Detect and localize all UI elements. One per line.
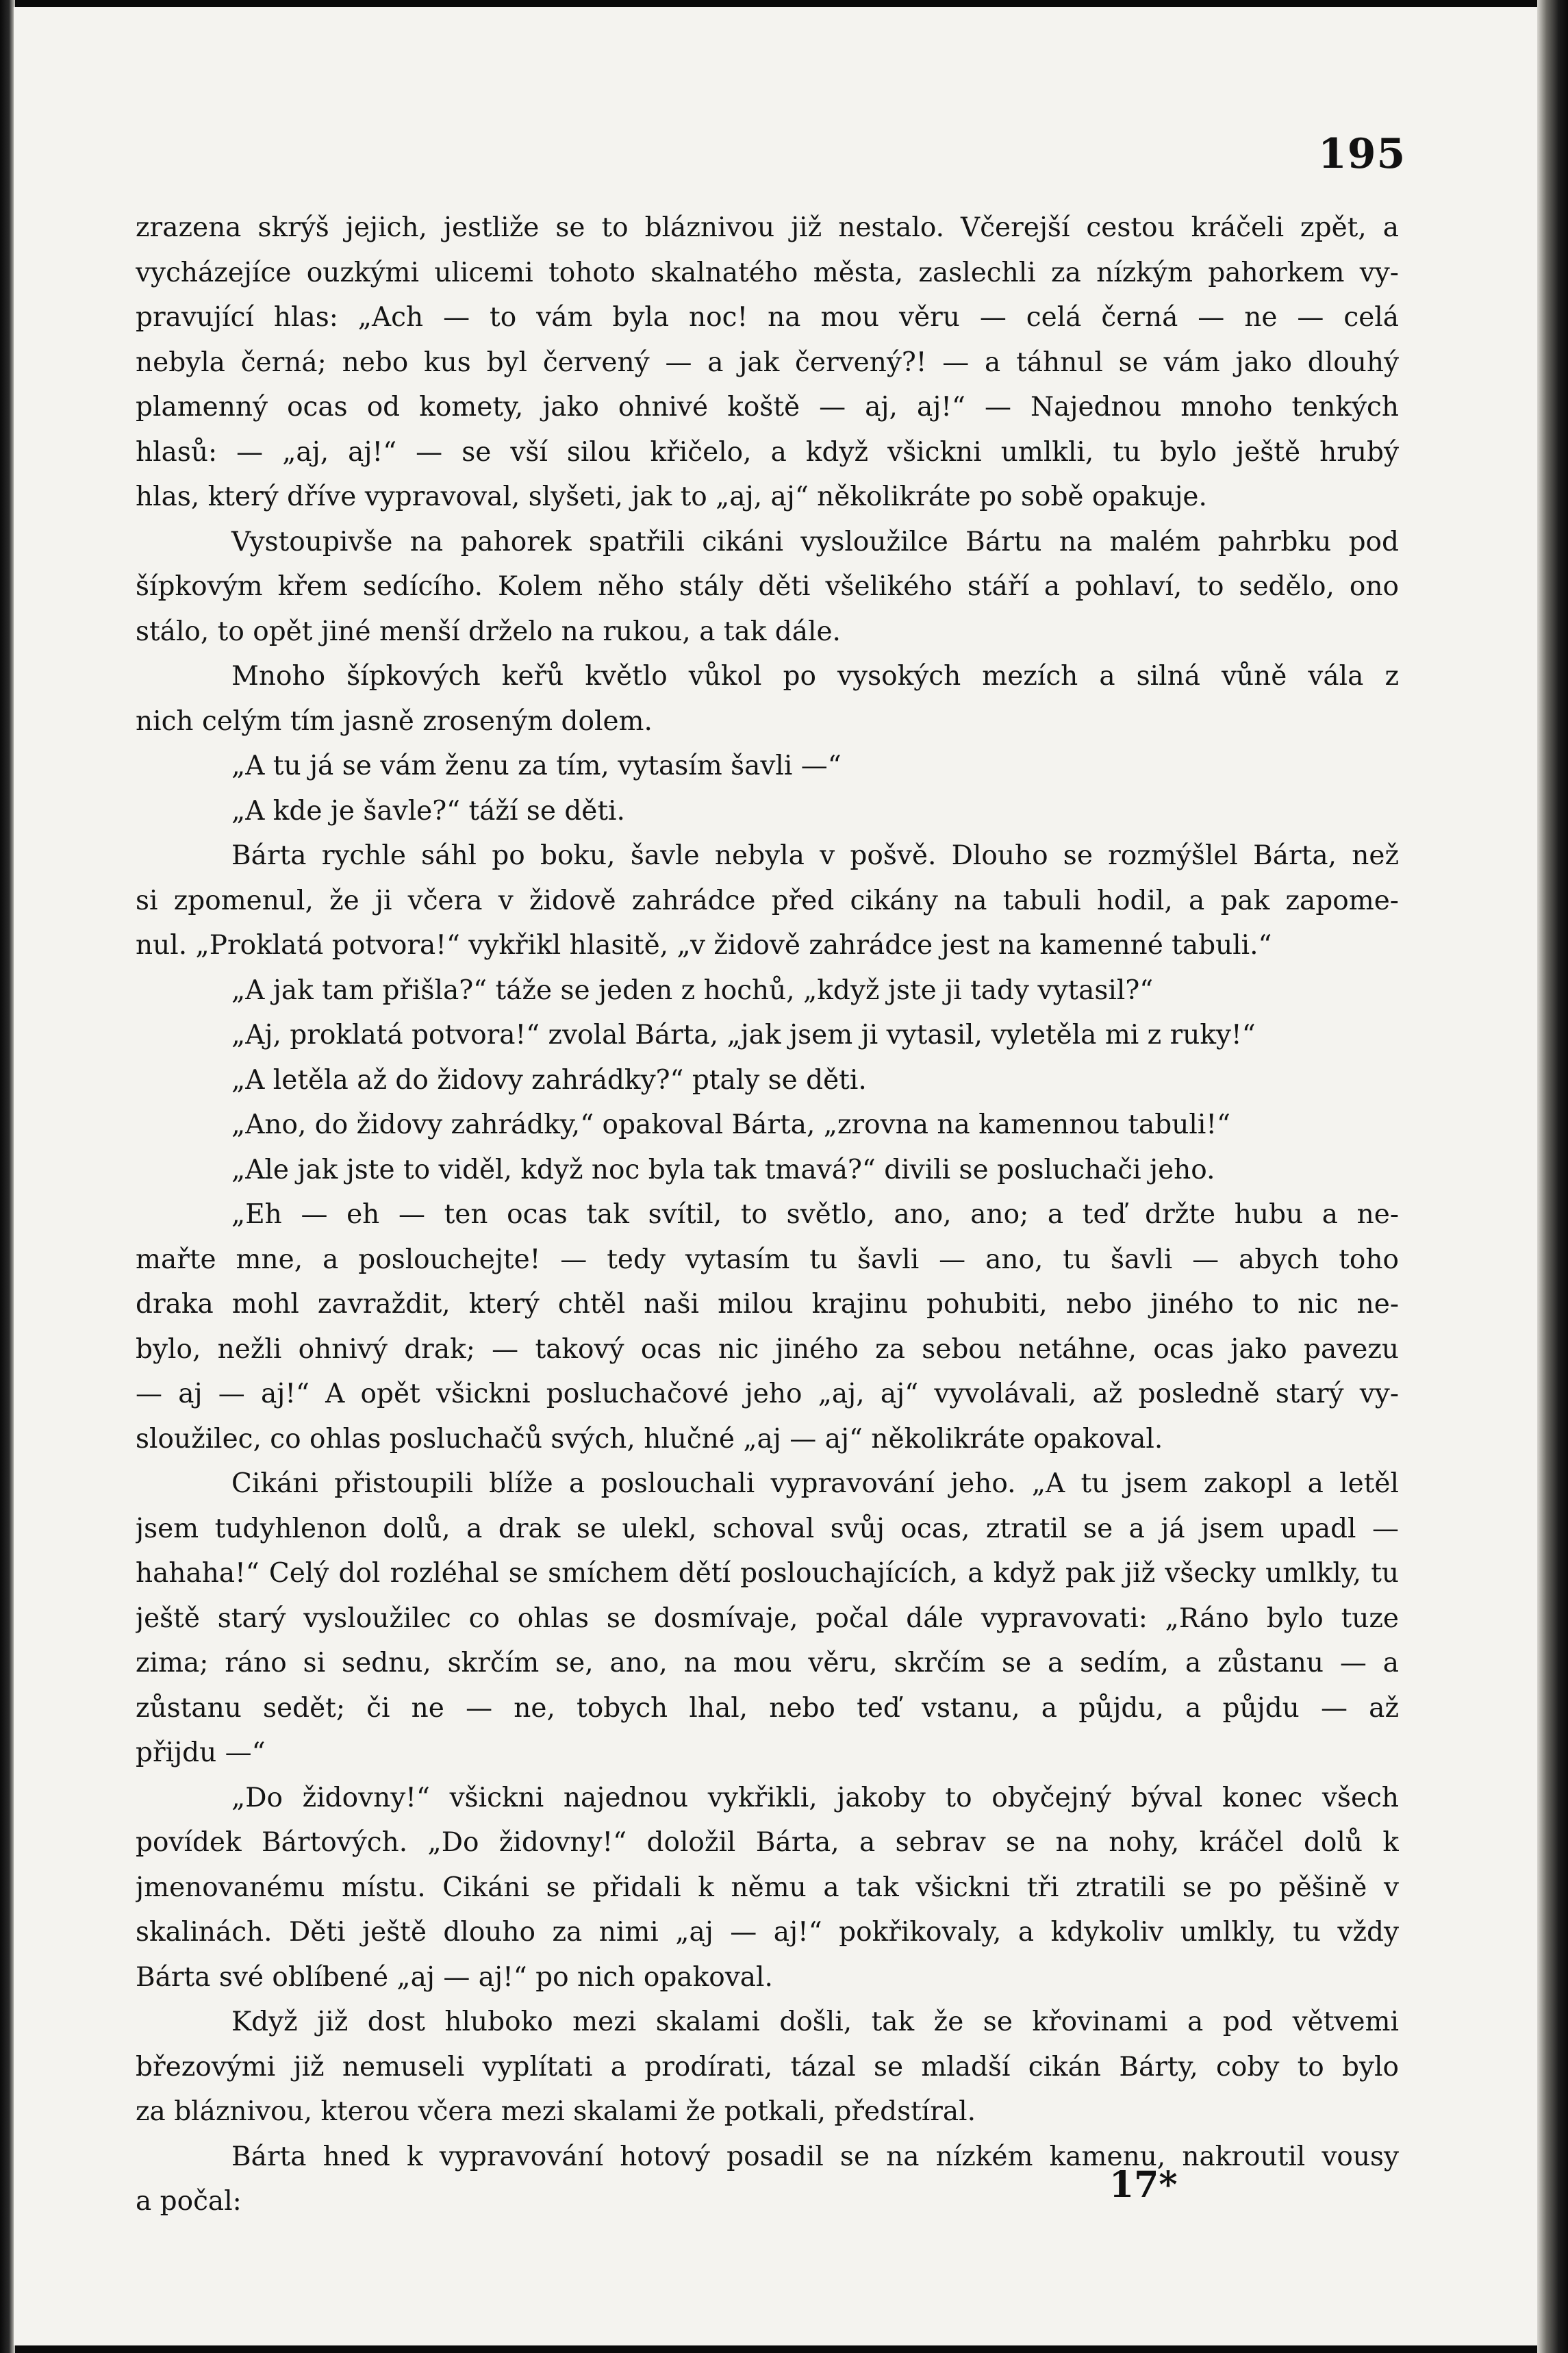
text-line: Bárta hned k vypravování hotový posadil se na nízkém kamenu, nakroutil vousy [231, 2141, 1399, 2172]
text-line: březovými již nemuseli vyplítati a prodírati, tázal se mladší cikán Bárty, coby to bylo [136, 2051, 1399, 2083]
text-line: plamenný ocas od komety, jako ohnivé koště — aj, aj!“ — Najednou mnoho tenkých [136, 392, 1399, 423]
text-line: hlasů: — „aj, aj!“ — se vší silou křičelo, a když všickni umlkli, tu bylo ještě hrubý [136, 436, 1399, 468]
text-line: šípkovým křem sedícího. Kolem něho stály děti všelikého stáří a pohlaví, to sedělo, ono [136, 571, 1399, 602]
text-line: „Do židovny!“ všickni najednou vykřikli, jakoby to obyčejný býval konec všech [231, 1782, 1399, 1813]
text-line: za bláznivou, kterou včera mezi skalami že potkali, předstíral. [136, 2096, 976, 2127]
text-line: „A tu já se vám ženu za tím, vytasím šavli —“ [231, 751, 842, 781]
text-line: povídek Bártových. „Do židovny!“ doložil Bárta, a sebrav se na nohy, kráčel dolů k [136, 1827, 1399, 1858]
text-line: draka mohl zavraždit, který chtěl naši milou krajinu pohubiti, nebo jiného to nic ne- [136, 1289, 1399, 1320]
text-line: zrazena skrýš jejich, jestliže se to bláznivou již nestalo. Včerejší cestou kráčeli zpět, a [136, 212, 1399, 243]
text-line: zůstanu sedět; či ne — ne, tobych lhal, nebo teď vstanu, a půjdu, a půjdu — až [136, 1692, 1399, 1724]
scan-right-edge [1537, 0, 1568, 2353]
text-line: stálo, to opět jiné menší drželo na rukou, a tak dále. [136, 616, 841, 647]
text-line: mařte mne, a poslouchejte! — tedy vytasím tu šavli — ano, tu šavli — abych toho [136, 1244, 1399, 1275]
text-line: Bárta své oblíbené „aj — aj!“ po nich opakoval. [136, 1961, 773, 1993]
text-line: „Ale jak jste to viděl, když noc byla tak tmavá?“ divili se posluchači jeho. [231, 1154, 1215, 1185]
book-page [14, 7, 1537, 2345]
page-number: 195 [1318, 130, 1406, 178]
text-line: „Aj, proklatá potvora!“ zvolal Bárta, „jak jsem ji vytasil, vyletěla mi z ruky!“ [231, 1020, 1256, 1050]
text-line: nebyla černá; nebo kus byl červený — a jak červený?! — a táhnul se vám jako dlouhý [136, 347, 1399, 378]
text-line: Cikáni přistoupili blíže a poslouchali vypravování jeho. „A tu jsem zakopl a letěl [231, 1468, 1399, 1499]
signature-mark: 17* [1109, 2164, 1178, 2206]
text-line: si zpomenul, že ji včera v židově zahrádce před cikány na tabuli hodil, a pak zapome- [136, 885, 1399, 916]
text-line: Mnoho šípkových keřů květlo vůkol po vysokých mezích a silná vůně vála z [231, 661, 1399, 692]
text-line: jsem tudyhlenon dolů, a drak se ulekl, schoval svůj ocas, ztratil se a já jsem upadl — [136, 1513, 1399, 1544]
text-line: a počal: [136, 2186, 242, 2217]
text-line: skalinách. Děti ještě dlouho za nimi „aj — aj!“ pokřikovaly, a kdykoliv umlkly, tu vždy [136, 1917, 1399, 1948]
text-line: hahaha!“ Celý dol rozléhal se smíchem dětí poslouchajících, a když pak již všecky umlkly, tu [136, 1558, 1399, 1589]
body-text [136, 205, 1399, 2224]
scan-left-edge [0, 0, 15, 2353]
text-line: Bárta rychle sáhl po boku, šavle nebyla v pošvě. Dlouho se rozmýšlel Bárta, než [231, 840, 1399, 871]
text-line: přijdu —“ [136, 1737, 266, 1768]
text-line: „Eh — eh — ten ocas tak svítil, to světlo, ano, ano; a teď držte hubu a ne- [231, 1199, 1399, 1230]
text-line: ještě starý vysloužilec co ohlas se dosmívaje, počal dále vypravovati: „Ráno bylo tuze [136, 1602, 1399, 1634]
text-line: nul. „Proklatá potvora!“ vykřikl hlasitě, „v židově zahrádce jest na kamenné tabuli.“ [136, 930, 1272, 961]
text-line: bylo, nežli ohnivý drak; — takový ocas nic jiného za sebou netáhne, ocas jako pavezu [136, 1333, 1399, 1365]
text-line: pravující hlas: „Ach — to vám byla noc! na mou věru — celá černá — ne — celá [136, 302, 1399, 333]
text-line: — aj — aj!“ A opět všickni posluchačové jeho „aj, aj“ vyvolávali, až posledně starý vy- [136, 1379, 1399, 1409]
text-line: Když již dost hluboko mezi skalami došli, tak že se křovinami a pod větvemi [231, 2006, 1399, 2037]
text-line: „Ano, do židovy zahrádky,“ opakoval Bárta, „zrovna na kamennou tabuli!“ [231, 1109, 1230, 1140]
text-line: zima; ráno si sednu, skrčím se, ano, na mou věru, skrčím se a sedím, a zůstanu — a [136, 1648, 1399, 1678]
text-line: Vystoupivše na pahorek spatřili cikáni vysloužilce Bártu na malém pahrbku pod [231, 526, 1399, 557]
text-line: „A jak tam přišla?“ táže se jeden z hochů, „když jste ji tady vytasil?“ [231, 974, 1154, 1006]
text-line: jmenovanému místu. Cikáni se přidali k němu a tak všickni tři ztratili se po pěšině v [136, 1872, 1399, 1903]
text-line: nich celým tím jasně zroseným dolem. [136, 705, 653, 737]
text-line: „A letěla až do židovy zahrádky?“ ptaly se děti. [231, 1064, 867, 1096]
text-line: sloužilec, co ohlas posluchačů svých, hlučné „aj — aj“ několikráte opakoval. [136, 1423, 1163, 1455]
text-line: vycházejíce ouzkými ulicemi tohoto skalnatého města, zaslechli za nízkým pahorkem vy- [136, 257, 1399, 288]
text-line: „A kde je šavle?“ táží se děti. [231, 795, 625, 827]
text-line: hlas, který dříve vypravoval, slyšeti, jak to „aj, aj“ několikráte po sobě opakuje. [136, 481, 1207, 512]
